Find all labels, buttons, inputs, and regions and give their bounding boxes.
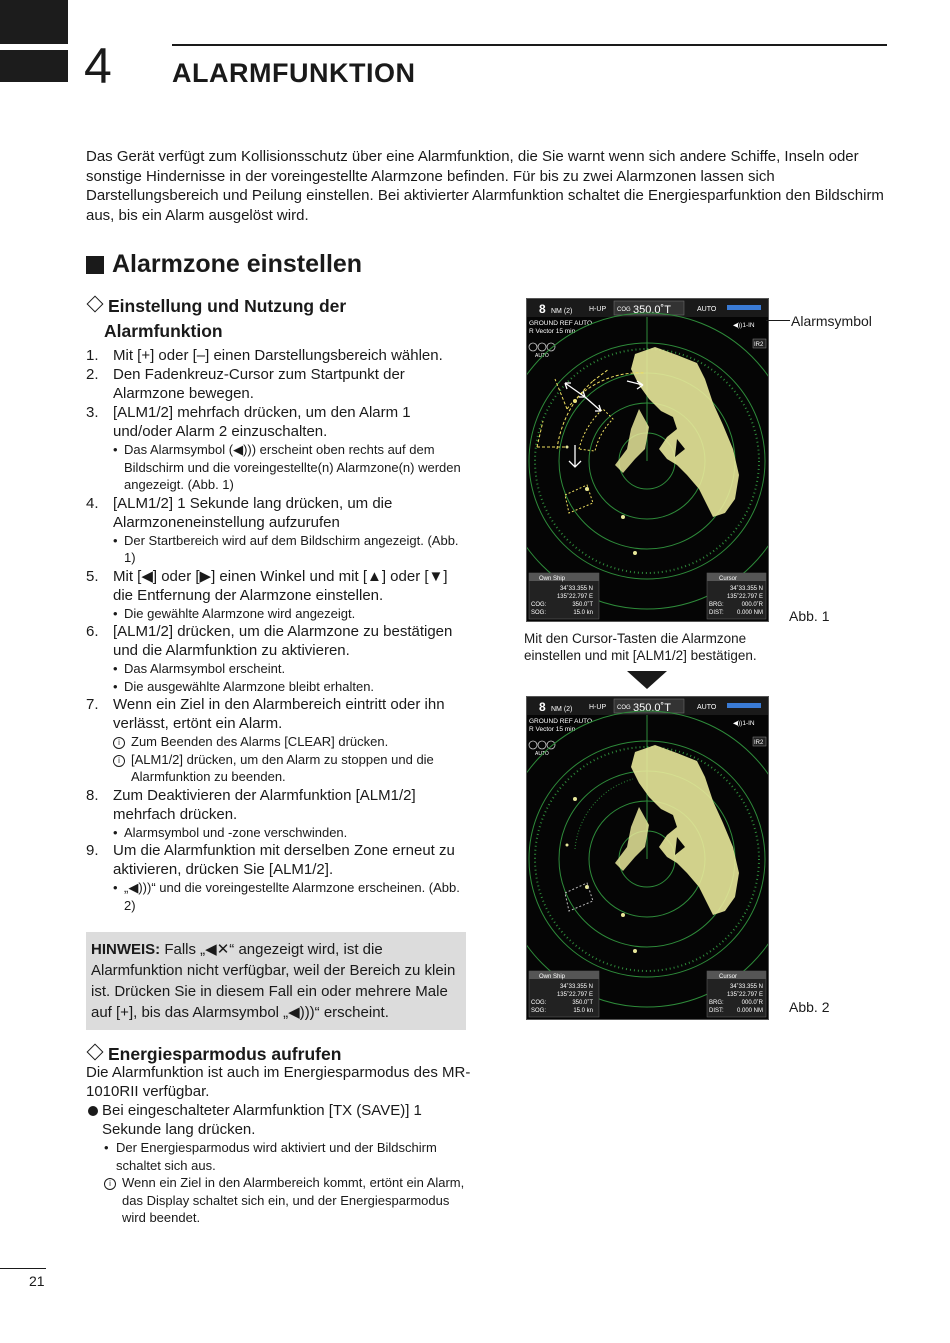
chapter-tab-bottom bbox=[0, 50, 68, 82]
subsection-heading-2: Energiesparmodus aufrufen bbox=[86, 1042, 341, 1067]
radar-dist-label: DIST: bbox=[709, 1008, 724, 1014]
step-item bbox=[86, 841, 471, 914]
chapter-tab-top bbox=[0, 0, 68, 44]
step-text: Mit [◀] oder [▶] einen Winkel und mit [▲] oder [▼] die Entfernung der Alarmzone einstellen. bbox=[113, 567, 448, 604]
step-number: 1. bbox=[86, 347, 99, 364]
radar-sog-label: SOG: bbox=[531, 1008, 547, 1014]
radar-cog-label: COG bbox=[617, 705, 631, 711]
step-subitem: • Die gewählte Alarmzone wird angezeigt. bbox=[113, 605, 356, 621]
radar-cog-row-label: COG: bbox=[531, 602, 547, 608]
radar-range-unit: NM (2) bbox=[551, 308, 573, 315]
step-number: 4. bbox=[86, 494, 99, 512]
step-text: [ALM1/2] mehrfach drücken, um den Alarm 1 und/oder Alarm 2 einzuschalten. bbox=[113, 404, 411, 440]
step-text: [ALM1/2] 1 Sekunde lang drücken, um die Alarmzoneneinstellung aufzurufen bbox=[113, 494, 393, 531]
radar-alarm-indicator: ◀))1-IN bbox=[733, 720, 755, 727]
callout-alarm-symbol: Alarmsymbol bbox=[791, 313, 872, 329]
radar-own-lon: 135˚22.797 E bbox=[556, 594, 593, 600]
step-number: 2. bbox=[86, 366, 99, 383]
round-bullet-icon bbox=[88, 1106, 98, 1116]
radar-sog-label: SOG: bbox=[531, 610, 547, 616]
step-text: Wenn ein Ziel in den Alarmbereich eintritt oder ihn verlässt, ertönt ein Alarm. bbox=[113, 696, 445, 732]
radar-alarm-indicator: ◀))1-IN bbox=[733, 322, 755, 329]
step-number: 5. bbox=[86, 567, 99, 585]
radar-screen-fig2 bbox=[526, 696, 769, 1020]
step-number: 6. bbox=[86, 623, 99, 640]
energy-subitem: i Wenn ein Ziel in den Alarmbereich kommt, ertönt ein Alarm, das Display schaltet sich ein, und der Energiesparmodus wird beendet. bbox=[86, 1174, 471, 1227]
radar-mode: H-UP bbox=[589, 704, 607, 711]
step-text: Um die Alarmfunktion mit derselben Zone erneut zu aktivieren, drücken Sie [ALM1/2]. bbox=[113, 842, 455, 878]
diamond-icon bbox=[87, 296, 104, 313]
square-bullet-icon bbox=[86, 256, 104, 274]
steps-column bbox=[86, 294, 471, 914]
radar-vector: R Vector 15 min bbox=[529, 328, 576, 335]
radar-cog-label: COG bbox=[617, 307, 631, 313]
energy-bullet: Bei eingeschalteter Alarmfunktion [TX (SAVE)] 1 Sekunde lang drücken. bbox=[86, 1101, 471, 1139]
subsection-heading-1: Einstellung und Nutzung der Alarmfunktion bbox=[86, 294, 471, 344]
radar-auto: AUTO bbox=[697, 306, 717, 313]
radar-brg-label: BRG: bbox=[709, 602, 724, 608]
radar-sog-value: 15.0 kn bbox=[573, 1008, 593, 1014]
radar-ground-ref: GROUND REF AUTO bbox=[529, 718, 593, 725]
step-item bbox=[86, 567, 471, 623]
callout-line bbox=[766, 320, 790, 321]
chapter-number: 4 bbox=[84, 38, 112, 94]
radar-cur-lon: 135˚22.797 E bbox=[726, 992, 763, 998]
radar-brg-label: BRG: bbox=[709, 1000, 724, 1006]
step-subitem: i Zum Beenden des Alarms [CLEAR] drücken. bbox=[113, 733, 471, 751]
radar-ground-ref: GROUND REF AUTO bbox=[529, 320, 593, 327]
step-item bbox=[86, 786, 471, 842]
radar-cur-lon: 135˚22.797 E bbox=[726, 594, 763, 600]
step-number: 7. bbox=[86, 696, 99, 713]
header-rule bbox=[172, 44, 887, 46]
step-subitem: • „◀)))“ und die voreingestellte Alarmzone erscheinen. (Abb. 2) bbox=[113, 880, 460, 913]
radar-brg-value: 000.0˚R bbox=[741, 602, 763, 608]
step-item bbox=[86, 622, 471, 695]
fig2-label: Abb. 2 bbox=[789, 999, 830, 1015]
step-subitem: • Die ausgewählte Alarmzone bleibt erhalten. bbox=[113, 678, 375, 694]
step-subitem: • Das Alarmsymbol erscheint. bbox=[113, 661, 286, 676]
intro-paragraph: Das Gerät verfügt zum Kollisionsschutz über eine Alarmfunktion, die Sie warnt wenn sich andere Schiffe, Inseln oder sonstige Hindernisse in der voreingestellte Alarmzone befinden. Für bis zu zwei Alarmzonen lassen sich Darstellungsbereich und Peilung einstellen. Bei aktivierter Alarmfunktion schaltet die Energiesparfunktion den Bildschirm aus, bis ein Alarm ausgelöst wird. bbox=[86, 148, 884, 224]
radar-cur-lat: 34˚33.355 N bbox=[729, 586, 763, 592]
radar-own-ship-label: Own Ship bbox=[539, 974, 566, 980]
radar-cursor-label: Cursor bbox=[719, 576, 738, 582]
energy-subitems bbox=[86, 1139, 471, 1227]
step-item bbox=[86, 365, 471, 403]
note-box bbox=[86, 932, 466, 1030]
radar-own-ship-label: Own Ship bbox=[539, 576, 566, 582]
radar-dist-label: DIST: bbox=[709, 610, 724, 616]
chapter-title: ALARMFUNKTION bbox=[172, 58, 416, 88]
step-item bbox=[86, 494, 471, 567]
step-item bbox=[86, 403, 471, 494]
radar-cog-row-value: 350.0˚T bbox=[572, 1000, 593, 1006]
step-item bbox=[86, 695, 471, 786]
diamond-icon bbox=[87, 1044, 104, 1061]
step-subitem: • Alarmsymbol und -zone verschwinden. bbox=[113, 824, 348, 840]
info-icon: i bbox=[113, 755, 125, 767]
down-arrow-icon bbox=[627, 671, 667, 689]
radar-auto-small: AUTO bbox=[535, 751, 549, 757]
radar-vector: R Vector 15 min bbox=[529, 726, 576, 733]
fig1-label: Abb. 1 bbox=[789, 608, 830, 624]
step-number: 9. bbox=[86, 842, 99, 859]
step-text: Den Fadenkreuz-Cursor zum Startpunkt der Alarmzone bewegen. bbox=[113, 366, 405, 402]
radar-own-lon: 135˚22.797 E bbox=[556, 992, 593, 998]
info-icon: i bbox=[113, 737, 125, 749]
step-text: Zum Deaktivieren der Alarmfunktion [ALM1/2] mehrfach drücken. bbox=[113, 786, 416, 823]
radar-cog-row-label: COG: bbox=[531, 1000, 547, 1006]
energy-intro: Die Alarmfunktion ist auch im Energiesparmodus des MR-1010RII verfügbar. bbox=[86, 1064, 471, 1100]
radar-range-unit: NM (2) bbox=[551, 706, 573, 713]
radar-dist-value: 0.000 NM bbox=[736, 1008, 763, 1014]
note-text: HINWEIS: Falls „◀✕“ angezeigt wird, ist die Alarmfunktion nicht verfügbar, weil der Bereich zu klein ist. Drücken Sie in diesem Fall ein oder mehrere Male auf [+], bis das Alarmsymbol „◀)))“ erscheint. bbox=[91, 941, 456, 1021]
radar-range: 8 bbox=[539, 700, 546, 714]
step-subitem: i [ALM1/2] drücken, um den Alarm zu stoppen und die Alarmfunktion zu beenden. bbox=[113, 751, 471, 786]
section-heading bbox=[86, 250, 362, 279]
radar-cog-value: 350.0˚T bbox=[633, 304, 671, 316]
radar-range: 8 bbox=[539, 302, 546, 316]
page-rule bbox=[0, 1268, 46, 1269]
step-subitem: • Das Alarmsymbol (◀))) erscheint oben rechts auf dem Bildschirm und die voreingestellte(n) Alarmzone(n) werden angezeigt. (Abb. 1) bbox=[113, 442, 461, 492]
info-icon: i bbox=[104, 1178, 116, 1190]
section-title: Alarmzone einstellen bbox=[112, 250, 363, 278]
radar-ir: IR2 bbox=[754, 342, 764, 348]
between-caption: Mit den Cursor-Tasten die Alarmzone einstellen und mit [ALM1/2] bestätigen. bbox=[524, 631, 757, 663]
step-item bbox=[86, 346, 471, 365]
energy-section bbox=[86, 1063, 471, 1227]
step-subitem: • Der Startbereich wird auf dem Bildschirm angezeigt. (Abb. 1) bbox=[113, 532, 459, 565]
radar-display bbox=[527, 299, 768, 621]
energy-subitem: • Der Energiesparmodus wird aktiviert und der Bildschirm schaltet sich aus. bbox=[104, 1140, 437, 1173]
radar-ir: IR2 bbox=[754, 740, 764, 746]
radar-mode: H-UP bbox=[589, 306, 607, 313]
radar-cur-lat: 34˚33.355 N bbox=[729, 984, 763, 990]
radar-own-lat: 34˚33.355 N bbox=[559, 586, 593, 592]
radar-dist-value: 0.000 NM bbox=[736, 610, 763, 616]
radar-own-lat: 34˚33.355 N bbox=[559, 984, 593, 990]
radar-sog-value: 15.0 kn bbox=[573, 610, 593, 616]
radar-auto-small: AUTO bbox=[535, 353, 549, 359]
radar-display bbox=[527, 697, 768, 1019]
radar-auto: AUTO bbox=[697, 704, 717, 711]
step-text: [ALM1/2] drücken, um die Alarmzone zu bestätigen und die Alarmfunktion zu aktivieren. bbox=[113, 623, 453, 659]
steps-list bbox=[86, 346, 471, 914]
page-number: 21 bbox=[29, 1273, 45, 1289]
step-number: 8. bbox=[86, 786, 99, 804]
radar-brg-value: 000.0˚R bbox=[741, 1000, 763, 1006]
radar-screen-fig1 bbox=[526, 298, 769, 622]
radar-cog-value: 350.0˚T bbox=[633, 702, 671, 714]
step-text: Mit [+] oder [–] einen Darstellungsbereich wählen. bbox=[113, 347, 443, 364]
radar-cursor-label: Cursor bbox=[719, 974, 738, 980]
radar-cog-row-value: 350.0˚T bbox=[572, 602, 593, 608]
step-number: 3. bbox=[86, 404, 99, 421]
